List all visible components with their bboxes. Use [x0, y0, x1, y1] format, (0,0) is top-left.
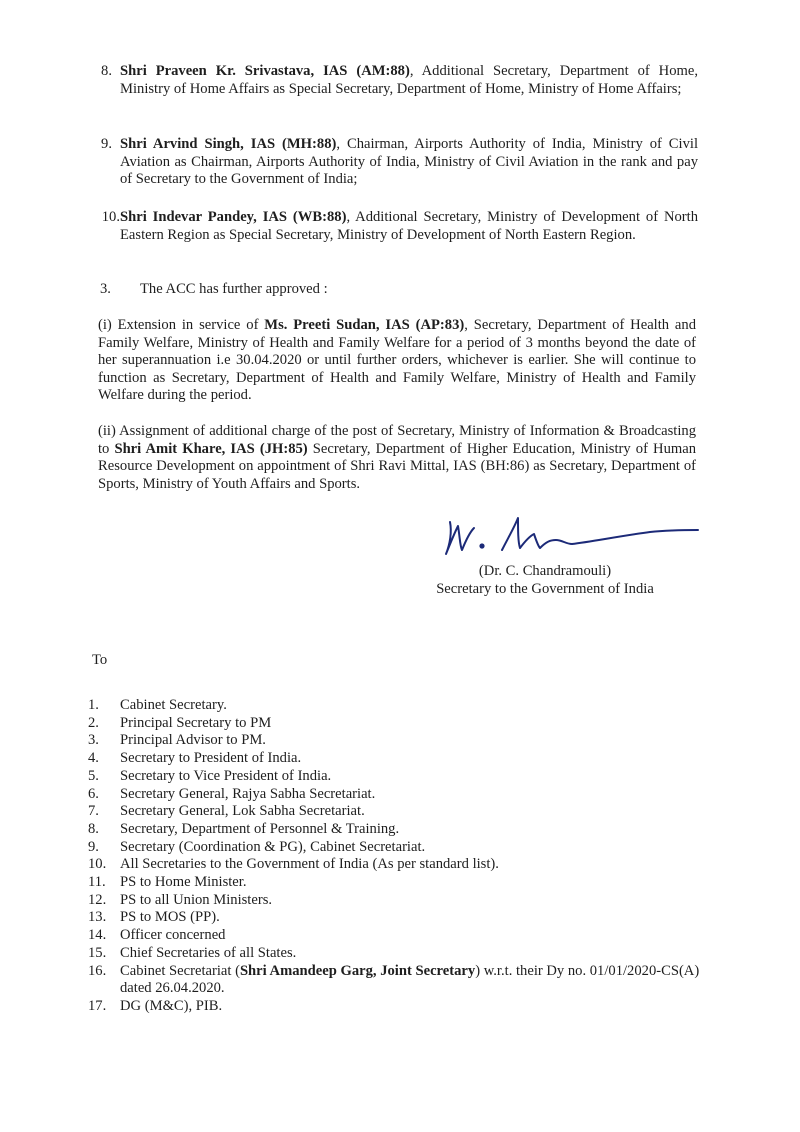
assign-pre: (ii) Assignment of additional charge of the post of Secretary, Ministry of Information & Broadcasting to	[98, 423, 696, 457]
item-number: 14.	[88, 927, 107, 944]
appointment-item	[101, 63, 698, 98]
list-item	[88, 856, 708, 874]
item-number: 1.	[88, 697, 99, 713]
officer-name: Shri Arvind Singh, IAS (MH:88)	[120, 136, 337, 152]
list-item	[88, 963, 708, 998]
officer-name: Shri Praveen Kr. Srivastava, IAS (AM:88)	[120, 63, 410, 79]
list-item	[88, 839, 708, 857]
item-number: 5.	[88, 767, 99, 784]
list-item	[88, 750, 708, 768]
list-item	[88, 892, 708, 910]
item-text-post: ) w.r.t. their Dy no. 01/01/2020-CS(A) dated 26.04.2020.	[120, 962, 700, 997]
assign-post: Secretary, Department of Higher Education, Ministry of Human Resource Development on appointment of Shri Ravi Mittal, IAS (BH:86) as Secretary, Department of Sports, Ministry of Youth Affairs and Sports.	[98, 440, 696, 492]
item-number: 7.	[88, 803, 99, 820]
item-text: Principal Secretary to PM	[120, 714, 272, 731]
item-text: , Additional Secretary, Department of Home, Ministry of Home Affairs as Special Secretary, Department of Home, Ministry of Home Affairs;	[120, 63, 698, 97]
signatory-designation: Secretary to the Government of India	[436, 581, 654, 597]
list-item	[88, 697, 708, 715]
item-text: , Additional Secretary, Ministry of Development of North Eastern Region as Special Secretary, Ministry of Development of North Eastern Region.	[120, 209, 699, 243]
item-text: Secretary (Coordination & PG), Cabinet Secretariat.	[120, 838, 426, 855]
list-item	[88, 715, 708, 733]
item-text: Cabinet Secretariat (	[120, 962, 240, 979]
assignment-paragraph	[98, 423, 696, 493]
item-text: DG (M&C), PIB.	[120, 997, 223, 1014]
item-text: Secretary, Department of Personnel & Training.	[120, 820, 400, 837]
item-number: 9.	[101, 136, 112, 152]
to-label: To	[92, 652, 108, 668]
list-item	[88, 768, 708, 786]
item-text: All Secretaries to the Government of India (As per standard list).	[120, 856, 499, 873]
list-item	[88, 927, 708, 945]
item-text: Principal Advisor to PM.	[120, 732, 266, 749]
item-number: 13.	[88, 909, 107, 926]
item-text: Cabinet Secretary.	[120, 697, 227, 713]
distribution-list	[88, 697, 708, 1016]
item-text: PS to MOS (PP).	[120, 909, 220, 926]
list-item	[88, 732, 708, 750]
item-number: 10.	[101, 209, 120, 225]
item-number: 11.	[88, 874, 106, 891]
item-number: 17.	[88, 997, 107, 1014]
item-text: PS to all Union Ministers.	[120, 891, 273, 908]
item-text: Secretary General, Lok Sabha Secretariat.	[120, 803, 365, 820]
signature-image	[440, 510, 710, 560]
item-text: Secretary to Vice President of India.	[120, 767, 332, 784]
officer-name: Shri Amandeep Garg, Joint Secretary	[239, 962, 476, 979]
list-item	[88, 945, 708, 963]
item-number: 3.	[88, 732, 99, 749]
item-number: 6.	[88, 785, 99, 802]
ext-pre: (i) Extension in service of	[98, 317, 265, 333]
officer-name: Shri Indevar Pandey, IAS (WB:88)	[120, 209, 347, 225]
item-text: Secretary General, Rajya Sabha Secretariat.	[120, 785, 376, 802]
item-number: 8.	[101, 63, 112, 79]
item-number: 4.	[88, 750, 99, 767]
item-number: 10.	[88, 856, 107, 873]
item-number: 9.	[88, 838, 99, 855]
item-text: Chief Secretaries of all States.	[120, 944, 297, 961]
list-item	[88, 874, 708, 892]
list-item	[88, 786, 708, 804]
list-item	[88, 821, 708, 839]
item-number: 8.	[88, 820, 99, 837]
item-text: Secretary to President of India.	[120, 750, 302, 767]
officer-name: Shri Amit Khare, IAS (JH:85)	[114, 440, 308, 457]
item-text: PS to Home Minister.	[120, 874, 247, 891]
item-number: 16.	[88, 962, 107, 979]
item-number: 12.	[88, 891, 107, 908]
extension-paragraph	[98, 317, 696, 405]
signatory-name: (Dr. C. Chandramouli)	[478, 563, 612, 579]
officer-name: Ms. Preeti Sudan, IAS (AP:83)	[264, 317, 465, 333]
paragraph-number: 3.	[100, 281, 111, 297]
item-text: Officer concerned	[120, 927, 226, 944]
item-number: 15.	[88, 944, 107, 961]
ext-post: , Secretary, Department of Health and Family Welfare, Ministry of Health and Family Welfare for a period of 3 months beyond the date of her superannuation i.e 30.04.2020 or until further orders, whichever is earlier. She will continue to function as Secretary, Department of Health and Family Welfare, Ministry of Health and Family Welfare during the period.	[98, 317, 697, 404]
paragraph-3	[100, 281, 328, 298]
item-text: , Chairman, Airports Authority of India, Ministry of Civil Aviation as Chairman, Airports Authority of India, Ministry of Civil Aviation in the rank and pay of Secretary to the Government of India;	[120, 136, 699, 188]
list-item	[88, 998, 708, 1016]
appointment-item	[101, 209, 699, 244]
list-item	[88, 909, 708, 927]
item-number: 2.	[88, 714, 99, 731]
appointment-item	[101, 136, 699, 189]
list-item	[88, 803, 708, 821]
paragraph-text: The ACC has further approved :	[140, 281, 328, 297]
